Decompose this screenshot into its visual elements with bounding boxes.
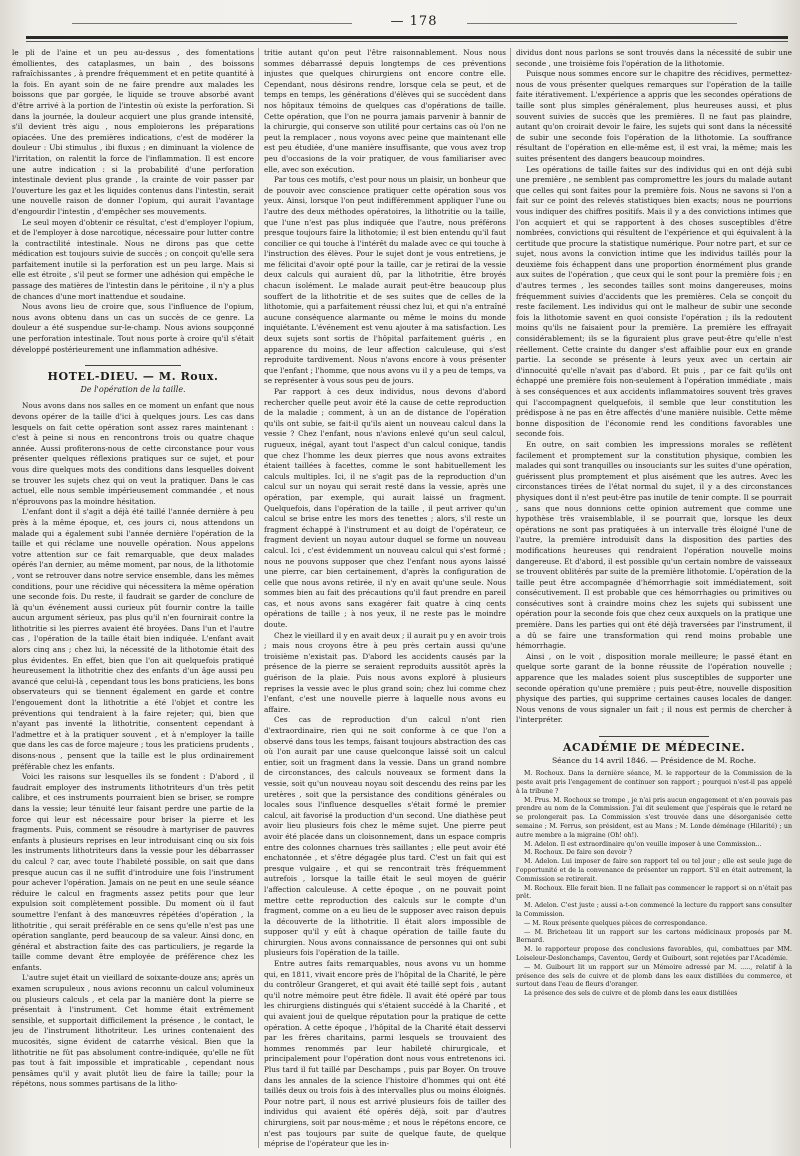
- paragraph: En outre, on sait combien les impressions morales se reflètent facilement et promptement sur la constitution physique, combien les malades qui sont tranquilles ou insouciants sur les suites d'une opération, guérissent plus promptement et plus aisément que les autres. Avec les circonstances tirées de l'état normal du sujet, il y a des circonstances physiques dont il n'est peut-être pas inutile de tenir compte. Il se pourrait , sans que nous donnions cette opinion autrement que comme une hypothèse très vraisemblable, il se pourrait que, lorsque les deux opérations ne sont pas pratiquées à un intervalle très éloigné l'une de l'autre, la première introduisît dans la disposition des parties des modifications heureuses qui rendraient l'opération nouvelle moins dangereuse. Et d'abord, il est possible qu'un certain nombre de vaisseaux se trouvent oblitérés par suite de la première lithotomie. L'opération de la taille peut être accompagnée d'hémorrhagie soit immédiatement, soit consécutivement. Il est probable que ces hémorrhagies ou primitives ou consécutives sont à craindre moins chez les sujets qui subissent une opération pour la seconde fois que chez ceux auxquels on la pratique une première. Dans les parties qui ont été déjà traversées par l'instrument, il a dû se faire une transformation qui rend moins probable une hémorrhagie.: [516, 439, 792, 651]
- paragraph: Entre autres faits remarquables, nous avons vu un homme qui, en 1811, vivait encore près de l'hôpital de la Charité, le père du contrôleur Grangeret, et qui avait été taillé sept fois , autant qu'il notre mémoire peut être fidèle. Il avait été opéré par tous les chirurgiens distingués qui s'étaient succédé à la Charité , et qui avaient joui de quelque réputation pour la pratique de cette opération. A cette époque , l'hôpital de la Charité était desservi par les frères charitains, parmi lesquels se trouvaient des hommes renommés par leur habileté chirurgicale, et principalement pour l'opération dont nous vous entretenons ici. Plus tard il fut taillé par Deschamps , puis par Boyer. On trouve dans les annales de la science l'histoire d'hommes qui ont été taillés deux ou trois fois à des intervalles plus ou moins éloignés. Pour notre part, il nous est arrivé plusieurs fois de tailler des individus qui avaient été opérés déjà, soit par d'autres chirurgiens, soit par nous-même ; et nous le répétons encore, ce n'est pas toujours par suite de quelque faute, de quelque méprise de l'opérateur que les in-: [264, 959, 506, 1148]
- section-heading-academie: [516, 736, 792, 754]
- section-rule: [85, 365, 182, 366]
- paragraph: Par tous ces motifs, c'est pour nous un plaisir, un bonheur que de pouvoir avec conscience pratiquer cette opération sous vos yeux. Ainsi, lorsque l'on peut indifféremment appliquer l'une ou l'autre des deux méthodes opératoires, la lithotritie ou la taille, que l'une n'est pas plus indiquée que l'autre, nous préférons presque toujours faire la lithotomie; il est bien entendu qu'il faut concilier ce qui touche à l'intérêt du malade avec ce qui touche à l'instruction des élèves. Pour le sujet dont je vous entretiens, je me félicitai d'avoir opté pour la taille, car je retirai de la vessie deux calculs qui auraient dû, par la lithotritie, être broyés chacun isolément. Le malade aurait peut-être beaucoup plus souffert de la lithotritie et de ses suites que de celles de la lithotomie, qui a parfaitement réussi chez lui, et qui n'a entraîné aucune conséquence alarmante ou même le moins du monde inquiétante. L'événement est venu ajouter à ma satisfaction. Les deux sujets sont sortis de l'hôpital parfaitement guéris , en apparence du moins, de leur affection calculeuse, qui s'est reproduite tardivement. Nous n'avons encore à vous présenter que l'enfant ; l'homme, que nous avons vu il y a peu de temps, va se représenter à vous sous peu de jours.: [264, 175, 506, 386]
- minutes-entry: M. Adelon. C'est juste ; aussi a-t-on commencé la lecture du rapport sans consulter la Commission.: [516, 902, 792, 918]
- column-2: [264, 48, 506, 1148]
- paragraph: L'enfant dont il s'agit a déjà été taillé l'année dernière à peu près à la même époque, et, ces jours ci, nous attendons un malade qui a également subi l'année dernière l'opération de la taille et qui réclame une nouvelle opération. Nous appelons votre attention sur ce fait remarquable, que deux malades opérés l'an dernier, au même moment, par nous, de la lithotomie , vont se retrouver dans notre service ensemble, dans les mêmes conditions, pour une récidive qui nécessitera la même opération une seconde fois. Du reste, il faudrait se garder de conclure de là qu'un événement aussi curieux pût fournir contre la taille aucun argument sérieux, pas plus qu'il n'en fournirait contre la lithotritie si les pierres avaient été broyées. Dans l'un et l'autre cas , l'opération de la taille était bien indiquée. L'enfant avait alors cinq ans ; chez lui, la nécessité de la lithotomie était des plus évidentes. En effet, bien que l'on ait quelquefois pratiqué heureusement la lithotritie chez des enfants d'un âge aussi peu avancé que celui-là , cependant tous les bons praticiens, les bons observateurs qui se tiennent également en garde et contre l'engouement dont la lithotritie a été l'objet et contre les préventions qui tendraient à la faire rejeter; qui, bien que n'ayant pas inventé la lithotritie, consentent cependant à l'admettre et à la pratiquer souvent , et à n'employer la taille que dans les cas de force majeure ; tous les praticiens prudents , disons-nous , pensent que la taille est le plus ordinairement préférable chez les enfants.: [12, 507, 254, 771]
- paragraph: Nous avons dans nos salles en ce moment un enfant que nous devons opérer de la taille d'ici à quelques jours. Les cas dans lesquels on fait cette opération sont assez rares maintenant : c'est à peine si nous en rencontrons trois ou quatre chaque année. Aussi profiterons-nous de cette circonstance pour vous présenter quelques réflexions pratiques sur ce sujet, et pour vous dire quelques mots des conditions dans lesquelles doivent se trouver les sujets chez qui on veut la pratiquer. Dans le cas actuel, elle nous semble impérieusement commandée , et nous n'éprouvons pas la moindre hésitation.: [12, 401, 254, 506]
- minutes-entry: M. Rochoux. Elle ferait bien. Il ne fallait pas commencer le rapport si on n'était pas prêt.: [516, 884, 792, 901]
- paragraph: Voici les raisons sur lesquelles ils se fondent : D'abord , il faudrait employer des instruments lithotriteurs d'un très petit calibre, et ces instruments pourraient bien se briser, se rompre dans la vessie; leur ténuité leur faisant perdre une partie de la force qui leur est nécessaire pour briser la pierre et les fragments. Puis, comment se résoudre à martyriser de pauvres enfants à plusieurs reprises en leur introduisant cinq ou six fois les instruments lithotriteurs dans la vessie pour les débarrasser du calcul ? car, avec toute l'habileté possible, on sait que dans presque aucun cas il ne suffit d'introduire une fois l'instrument pour achever l'opération. Jamais on ne peut en une seule séance réduire le calcul en fragments assez petits pour que leur expulsion soit complètement possible. Du moment où il faut soumettre l'enfant à des manœuvres répétées d'opération , la lithotritie , qui serait préférable en ce sens qu'elle n'est pas une opération sanglante, perd beaucoup de sa valeur. Ainsi donc, en général et abstraction faite des cas particuliers, je regarde la taille comme devant être employée de préférence chez les enfants.: [12, 772, 254, 972]
- header-rule-left: [72, 23, 352, 24]
- paragraph: Les opérations de taille faites sur des individus qui en ont déjà subi une première , ne semblent pas compromettre les jours du malade autant que celles qui sont faites pour la première fois. Nous ne savons si l'on a fait sur ce point des relevés statistiques bien exacts; nous ne pourrions vous indiquer des chiffres positifs. Mais il y a des convictions intimes que l'on acquiert et qui se rapportent à des choses susceptibles d'être nombrées, convictions qui résultent de l'expérience et qui équivalent à la certitude que procure la statistique numérique. Pour notre part, et sur ce sujet, nous avons la conviction intime que les individus taillés pour la deuxième fois échappent dans une proportion énormément plus grande aux suites de l'opération , que ceux qui le sont pour la première fois ; en d'autres termes , les secondes tailles sont moins dangereuses, moins fréquemment suivies d'accidents que les premières. Cela se conçoit du reste facilement. Les individus qui ont le malheur de subir une seconde fois la lithotomie savent en quoi consiste l'opération ; ils la redoutent moins qu'ils ne faisaient pour la première. La première les effrayait considérablement; ils se la figuraient plus grave peut-être qu'elle n'est réellement. Cette crainte du danger s'est affaiblie pour eux en grande partie. La seconde se présente à leurs yeux avec un certain air d'innocuité qu'elle n'avait pas d'abord. Et puis , par ce fait qu'ils ont échappé une première fois non-seulement à l'opération immédiate , mais à ses conséquences et aux accidents inflammatoires souvent très graves qui l'accompagnent quelquefois, il semble que leur constitution les prédispose à ne pas en être affectés d'une manière nuisible. Cette même bonne disposition de l'économie rend les conditions favorables une seconde fois.: [516, 164, 792, 439]
- column-divider-1: [258, 48, 259, 1148]
- minutes-entry: M. Rochoux. Dans la dernière séance, M. le rapporteur de la Commission de la peste avait pris l'engagement de continuer son rapport ; pourquoi n'est-il pas appelé à la tribune ?: [516, 770, 792, 795]
- section-title: HOTEL-DIEU. — M. Roux.: [47, 370, 219, 384]
- minutes-block: [516, 770, 792, 999]
- paragraph: dividus dont nous parlons se sont trouvés dans la nécessité de subir une seconde , une troisième fois l'opération de la lithotomie.: [516, 48, 792, 68]
- minutes-entry: — M. Guibourt lit un rapport sur un Mémoire adressé par M. ....., relatif à la présence des sels de cuivre et de plomb dans les eaux distillées du commerce, et surtout dans l'eau de fleurs d'oranger.: [516, 963, 792, 989]
- minutes-entry: — M. Bricheteau lit un rapport sur les cartons médicinaux proposés par M. Bernard.: [516, 928, 792, 945]
- column-divider-2: [510, 48, 511, 1148]
- page-header: [12, 14, 788, 40]
- minutes-entry: M. Prus. M. Rochoux se trompe , je n'ai pris aucun engagement et n'en pouvais pas prendre au nom de la Commission. J'ai dit seulement que j'espérais que le retard ne se prolongerait pas. La Commission s'est trouvée dans une désorganisée cette semaine ; M. Ferrus, son président, est au Mans ; M. Londe déménage (Hilarité) ; un autre membre a la migraine (Oh! oh!).: [516, 796, 792, 839]
- paragraph: Chez le vieillard il y en avait deux ; il aurait pu y en avoir trois ; mais nous croyons être à peu près certain aussi qu'une troisième n'existait pas. D'abord les accidents causés par la présence de la pierre se seraient reproduits aussitôt après la guérison de la plaie. Puis nous avons exploré à plusieurs reprises la vessie avec le plus grand soin; chez lui comme chez l'enfant, c'est une nouvelle pierre à laquelle nous avons eu affaire.: [264, 630, 506, 714]
- header-double-rule-thin: [26, 41, 788, 42]
- minutes-entry: La présence des sels de cuivre et de plomb dans les eaux distillées: [524, 990, 738, 998]
- minutes-entry: M. le rapporteur propose des conclusions favorables, qui, combattues par MM. Loiseleur-Deslonchamps, Caventou, Gerdy et Guibourt, sont rejetées par l'Académie.: [516, 946, 792, 962]
- paragraph: le pli de l'aine et un peu au-dessus , des fomentations émollientes, des cataplasmes, un bain , des boissons rafraîchissantes , à prendre fréquemment et en petite quantité à la fois. En ayant soin de ne faire prendre aux malades les boissons que par gorgée, le liquide se trouve absorbé avant d'être arrivé à la portion de l'intestin où existe la perforation. Si dans la journée, la douleur acquiert une plus grande intensité, s'il devient très aigu , nous emploierons les préparations opiacées. Une des premières indications, c'est de modérer la douleur : Ubi stimulus , ibi fluxus ; en diminuant la violence de l'irritation, on ralentit la force de l'inflammation. Il est encore une autre indication : si la probabilité d'une perforation intestinale devient plus grande , la crainte de voir passer par l'ouverture les gaz et les liquides contenus dans l'intestin, serait une nouvelle raison de donner l'opium, qui aurait l'avantage d'engourdir l'intestin , d'empêcher ses mouvements.: [12, 48, 254, 216]
- minutes-entry: M. Adelon. Lui imposer de faire son rapport tel ou tel jour ; elle est seule juge de l'opportunité et de la convenance de présenter un rapport. S'il en était autrement, la Commission se retirerait.: [516, 858, 792, 883]
- paragraph: Par rapport à ces deux individus, nous devons d'abord rechercher quelle peut avoir été la cause de cette reproduction de la maladie ; comment, à un an de distance de l'opération qu'ils ont subie, se fait-il qu'ils aient un nouveau calcul dans la vessie ? Chez l'enfant, nous n'avions enlevé qu'un seul calcul, rugueux, inégal, ayant tout l'aspect d'un calcul conique, tandis que chez l'homme les deux pierres que nous avons extraites étaient taillées à facettes, comme le sont habituellement les calculs multiples. Ici, il ne s'agit pas de la reproduction d'un calcul sur un noyau qui serait resté dans la vessie, après une opération, par exemple, qui aurait laissé un fragment. Quelquefois, dans l'opération de la taille , il peut arriver qu'un calcul se brise entre les mors des tenettes ; alors, s'il reste un fragment échappé à l'instrument et au doigt de l'opérateur, ce fragment devient un noyau autour duquel se forme un nouveau calcul. Ici , c'est évidemment un nouveau calcul qui s'est formé ; nous ne pouvons supposer que chez l'enfant nous ayons laissé une pierre, car bien certainement, d'après la configuration de celle que nous avons retirée, il n'y en avait qu'une seule. Nous sommes bien au fait des précautions qu'il faut prendre en pareil cas, et nous avons sans exagérer fait quatre à cinq cents opérations de taille ; à nos yeux, il ne reste pas le moindre doute.: [264, 387, 506, 630]
- paragraph: Ainsi , on le voit , disposition morale meilleure; le passé étant en quelque sorte garant de la bonne réussite de l'opération nouvelle ; apparence que les malades soient plus susceptibles de supporter une seconde opération qu'une première ; puis peut-être, nouvelle disposition physique des parties, qui supprime certaines causes locales de danger. Nous venons de vous signaler un fait ; il nous est permis de chercher à l'interpréter.: [516, 651, 792, 725]
- section-heading-hotel-dieu: [12, 365, 254, 383]
- column-1: [12, 48, 254, 1148]
- section-subtitle: De l'opération de la taille.: [80, 384, 186, 394]
- paragraph: Nous avons lieu de croire que, sous l'influence de l'opium, nous avons obtenu dans un cas un succès de ce genre. La douleur a été suspendue sur-le-champ. Nous avions soupçonné une perforation intestinale. Tout nous porte à croire qu'il s'était développé postérieurement une inflammation adhésive.: [12, 302, 254, 354]
- paragraph: Puisque nous sommes encore sur le chapitre des récidives, permettez-nous de vous présenter quelques remarques sur l'opération de la taille faite itérativement. L'expérience a appris que les secondes opérations de taille sont plus simples généralement, plus heureuses aussi, et plus souvent suivies de succès que les premières. Il ne faut pas plaindre, autant qu'on croirait devoir le faire, les sujets qui sont dans la nécessité de subir une seconde fois l'opération de la lithotomie. La souffrance résultant de l'opération en elle-même est, il est vrai, la même; mais les suites présentent des dangers beaucoup moindres.: [516, 69, 792, 163]
- minutes-entry: M. Adelon. Il est extraordinaire qu'on veuille imposer à une Commission...: [524, 840, 762, 848]
- header-double-rule-thick: [26, 36, 788, 39]
- column-3: [516, 48, 792, 1148]
- section-rule: [599, 736, 709, 737]
- paragraph: Ces cas de reproduction d'un calcul n'ont rien d'extraordinaire, rien qui ne soit conforme à ce que l'on a observé dans tous les temps, faisant toujours abstraction des cas où l'on aurait par une cause quelconque laissé soit un calcul entier, soit un fragment dans la vessie. Dans un grand nombre de circonstances, des calculs nouveaux se forment dans la vessie, soit qu'un nouveau noyau soit descendu des reins par les uretères , soit que la persistance des conditions générales ou locales sous l'influence desquelles s'était formé le premier calcul, ait favorisé la production d'un second. Une diathèse peut avoir lieu plusieurs fois chez le même sujet. Une pierre peut avoir été placée dans un cloisonnement, dans un espace compris entre des colonnes charnues très saillantes ; elle peut avoir été enchatonnée , et s'être dégagée plus tard. C'est un fait qui est presque vulgaire , et qui se rencontrait très fréquemment autrefois , lorsque la taille était le seul moyen de guérir l'affection calculeuse. A cette époque , on ne pouvait point mettre cette reproduction des calculs sur le compte d'un fragment, comme on a eu lieu de le supposer avec raison depuis la découverte de la lithotritie. Il était alors impossible de supposer qu'il y eût à chaque opération de taille faute du chirurgien. Nous avons connaissance de personnes qui ont subi plusieurs fois l'opération de la taille.: [264, 715, 506, 958]
- header-rule-right: [467, 23, 737, 24]
- minutes-entry: — M. Roux présente quelques pièces de correspondance.: [524, 919, 708, 927]
- sitting-date: Séance du 14 avril 1846. — Présidence de M. Roche.: [551, 755, 757, 765]
- paragraph: L'autre sujet était un vieillard de soixante-douze ans; après un examen scrupuleux , nous avions reconnu un calcul volumineux ou plusieurs calculs , et cela par la manière dont la pierre se présentait à l'instrument. Cet homme était extrêmement sensible, et supportait difficilement la présence , le contact, le jeu de l'instrument lithotriteur. Les urines contenaient des mucosités, signe évident de catarrhe vésical. Bien que la lithotritie ne fût pas absolument contre-indiquée, qu'elle ne fût pas tout à fait impossible et impraticable , cependant nous pensâmes qu'il y avait plutôt lieu de faire la taille; pour la répétons, nous sommes partisans de la litho-: [12, 973, 254, 1089]
- paragraph: Le seul moyen d'obtenir ce résultat, c'est d'employer l'opium, et de l'employer à dose narcotique, nécessaire pour lutter contre la contractilité intestinale. Nous ne dirons pas que cette médication est toujours suivie de succès ; on conçoit qu'elle sera parfaitement inutile si la perforation est un peu large. Mais si elle est étroite , s'il peut se former une adhésion qui empêche le passage des matières de l'intestin dans le péritoine , il n'y a plus de chances d'une mort inattendue et soudaine.: [12, 217, 254, 301]
- section-title: ACADÉMIE DE MÉDECINE.: [562, 741, 746, 754]
- page-number: — 178: [390, 14, 438, 29]
- paragraph: tritie autant qu'on peut l'être raisonnablement. Nous nous sommes débarrassé depuis longtemps de ces préventions injustes que quelques chirurgiens ont encore contre elle. Cependant, nous désirons rendre, lorsque cela se peut, et de temps en temps, les générations d'élèves qui se succèdent dans nos hôpitaux témoins de quelques cas d'opérations de taille. Cette opération, que l'on ne pourra jamais parvenir à bannir de la chirurgie, qui conserve son utilité pour certains cas où l'on ne peut la remplacer , nous voyons avec peine que maintenant elle est peu étudiée, d'une manière insuffisante, que vous avez trop peu d'occasions de la voir pratiquer, de vous familiariser avec elle, avec son exécution.: [264, 48, 506, 174]
- minutes-entry: M. Rochoux. De faire son devoir ?: [524, 849, 633, 857]
